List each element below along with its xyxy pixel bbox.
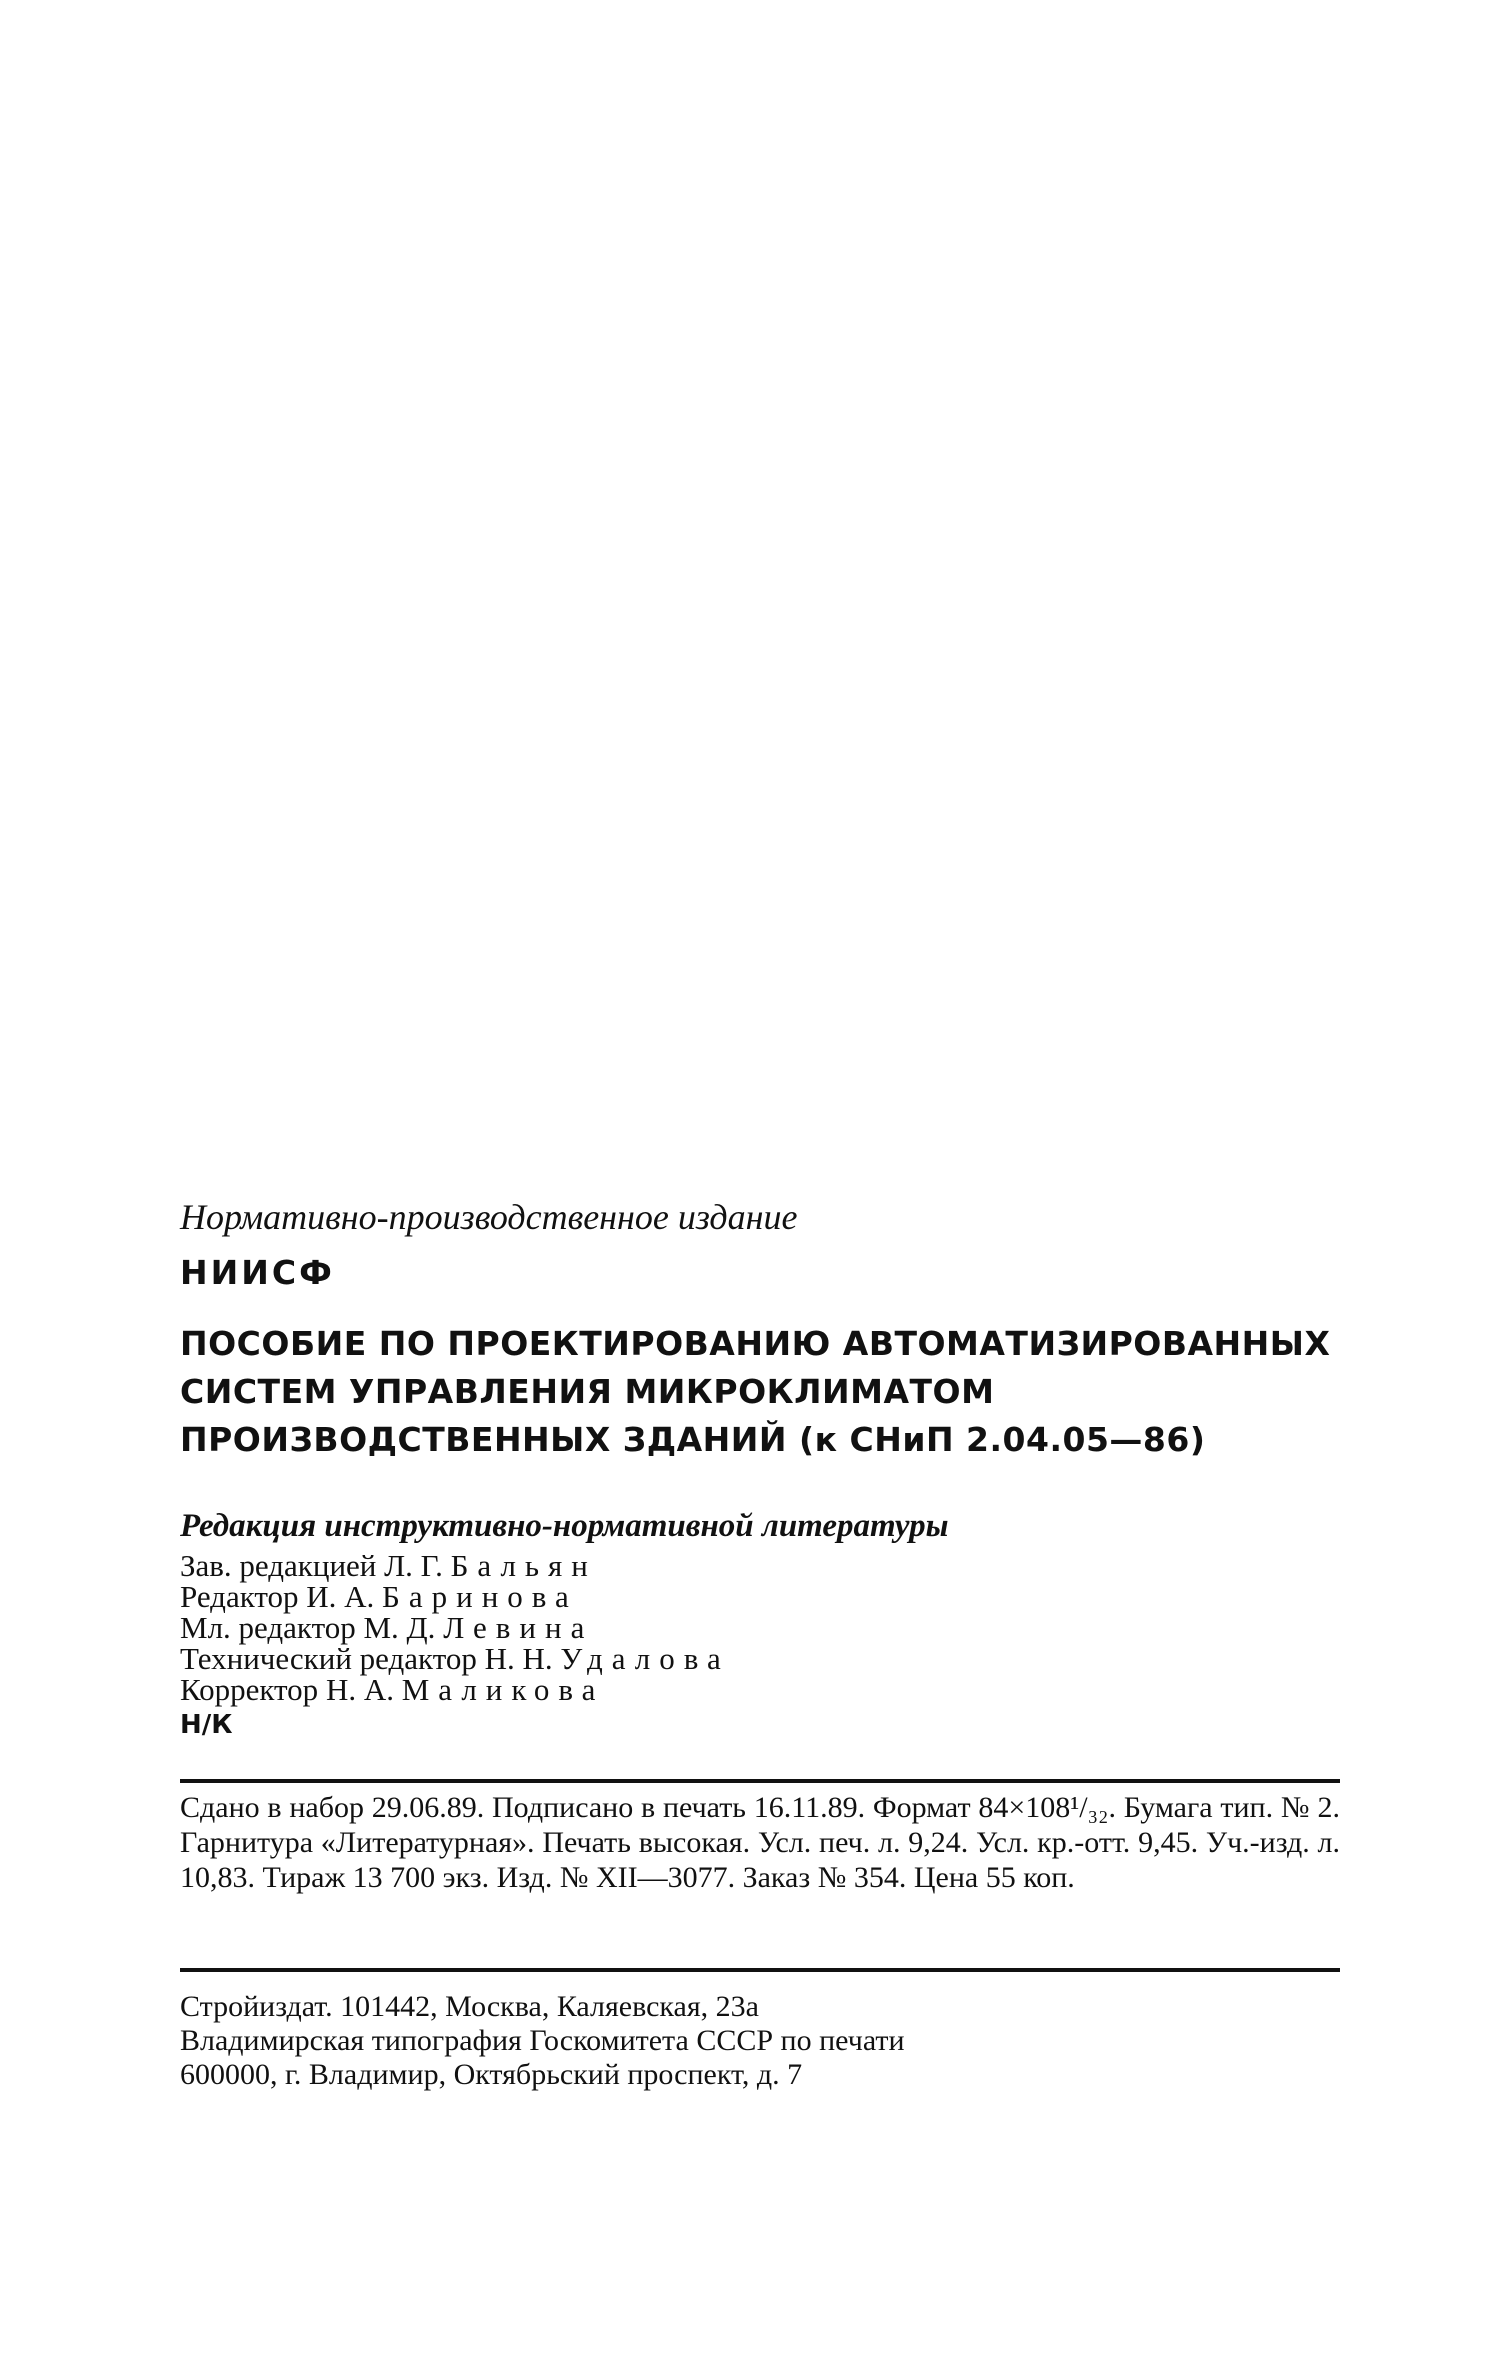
staff-name: Маликова xyxy=(401,1672,605,1707)
staff-initials: И. А. xyxy=(306,1579,375,1614)
staff-row xyxy=(180,1643,1340,1674)
staff-initials: Н. Н. xyxy=(484,1641,553,1676)
staff-role: Редактор xyxy=(180,1579,299,1614)
title-line: ПРОИЗВОДСТВЕННЫХ ЗДАНИЙ (к СНиП 2.04.05—86) xyxy=(180,1420,1206,1459)
staff-row xyxy=(180,1581,1340,1612)
publisher-line: Стройиздат. 101442, Москва, Каляевская, 23а xyxy=(180,1990,759,2023)
staff-role: Зав. редакцией xyxy=(180,1548,377,1583)
staff-name: Удалова xyxy=(560,1641,730,1676)
nk-mark: Н/К xyxy=(180,1710,233,1740)
title-line: СИСТЕМ УПРАВЛЕНИЯ МИКРОКЛИМАТОМ xyxy=(180,1372,995,1411)
staff-role: Мл. редактор xyxy=(180,1610,356,1645)
divider-bottom xyxy=(180,1968,1340,1972)
editorial-office: Редакция инструктивно-нормативной литературы xyxy=(180,1508,949,1544)
staff-row xyxy=(180,1550,1340,1581)
divider-top xyxy=(180,1779,1340,1783)
staff-name: Баринова xyxy=(382,1579,578,1614)
staff-initials: Н. А. xyxy=(325,1672,394,1707)
organization-name: НИИСФ xyxy=(180,1253,335,1292)
staff-name: Бальян xyxy=(450,1548,597,1583)
staff-initials: М. Д. xyxy=(363,1610,436,1645)
staff-list xyxy=(180,1550,1340,1705)
publisher-info xyxy=(180,1990,1340,2092)
staff-initials: Л. Г. xyxy=(384,1548,443,1583)
staff-row xyxy=(180,1612,1340,1643)
document-title xyxy=(180,1320,1340,1464)
title-line: ПОСОБИЕ ПО ПРОЕКТИРОВАНИЮ АВТОМАТИЗИРОВАННЫХ xyxy=(180,1324,1331,1363)
staff-row xyxy=(180,1674,1340,1705)
publisher-line: 600000, г. Владимир, Октябрьский проспект, д. 7 xyxy=(180,2058,803,2091)
edition-type: Нормативно-производственное издание xyxy=(180,1197,798,1237)
staff-role: Корректор xyxy=(180,1672,319,1707)
print-info: Сдано в набор 29.06.89. Подписано в печать 16.11.89. Формат 84×108¹/₃₂. Бумага тип. № 2. Гарнитура «Литературная». Печать высокая. Усл. печ. л. 9,24. Усл. кр.-отт. 9,45. Уч.-изд. л. 10,83. Тираж 13 700 экз. Изд. № XII—3077. Заказ № 354. Цена 55 коп. xyxy=(180,1791,1340,1894)
staff-name: Левина xyxy=(443,1610,594,1645)
publisher-line: Владимирская типография Госкомитета СССР по печати xyxy=(180,2024,905,2057)
staff-role: Технический редактор xyxy=(180,1641,477,1676)
